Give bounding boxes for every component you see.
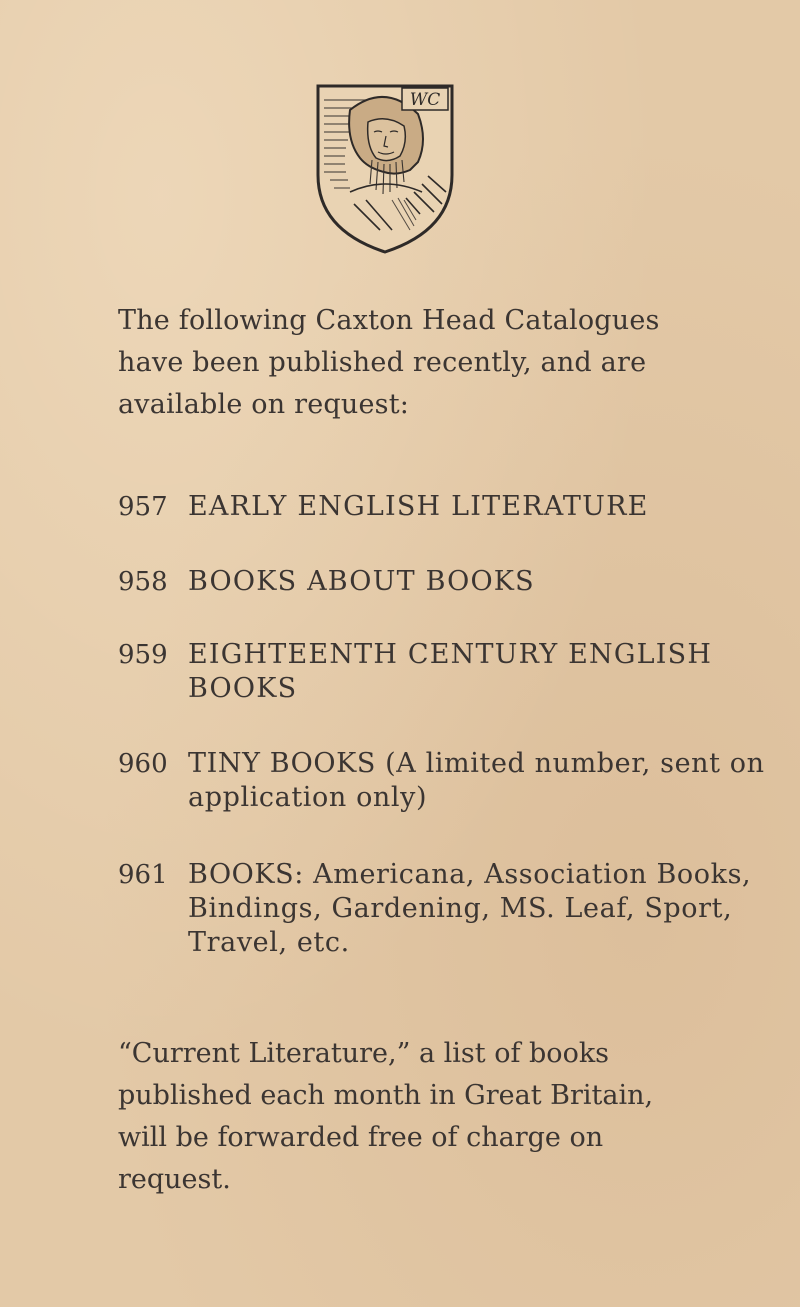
catalogue-title: TINY BOOKS (A limited number, sent on application only): [188, 748, 765, 813]
catalogue-title: EIGHTEENTH CENTURY ENGLISH BOOKS: [188, 639, 713, 704]
outro-paragraph: “Current Literature,” a list of books published each month in Great Britain, will be forwarded free of charge on request.: [118, 1038, 654, 1195]
catalogue-number: 957: [118, 492, 168, 522]
list-item: [118, 747, 788, 815]
list-item: [118, 638, 788, 706]
catalogue-title: BOOKS ABOUT BOOKS: [188, 566, 535, 597]
emblem-monogram: WC: [409, 90, 441, 110]
catalogue-number: 960: [118, 749, 168, 779]
list-item: [118, 565, 788, 599]
caxton-head-emblem-icon: [310, 80, 460, 255]
list-item: [118, 490, 788, 524]
catalogue-number: 958: [118, 567, 168, 597]
intro-paragraph: The following Caxton Head Catalogues have been published recently, and are available on request:: [118, 305, 660, 420]
catalogue-number: 959: [118, 640, 168, 670]
list-item: [118, 858, 788, 960]
catalogue-title: EARLY ENGLISH LITERATURE: [188, 491, 649, 522]
catalogue-title: BOOKS: Americana, Association Books, Bindings, Gardening, MS. Leaf, Sport, Travel, etc.: [188, 859, 752, 958]
catalogue-number: 961: [118, 860, 168, 890]
